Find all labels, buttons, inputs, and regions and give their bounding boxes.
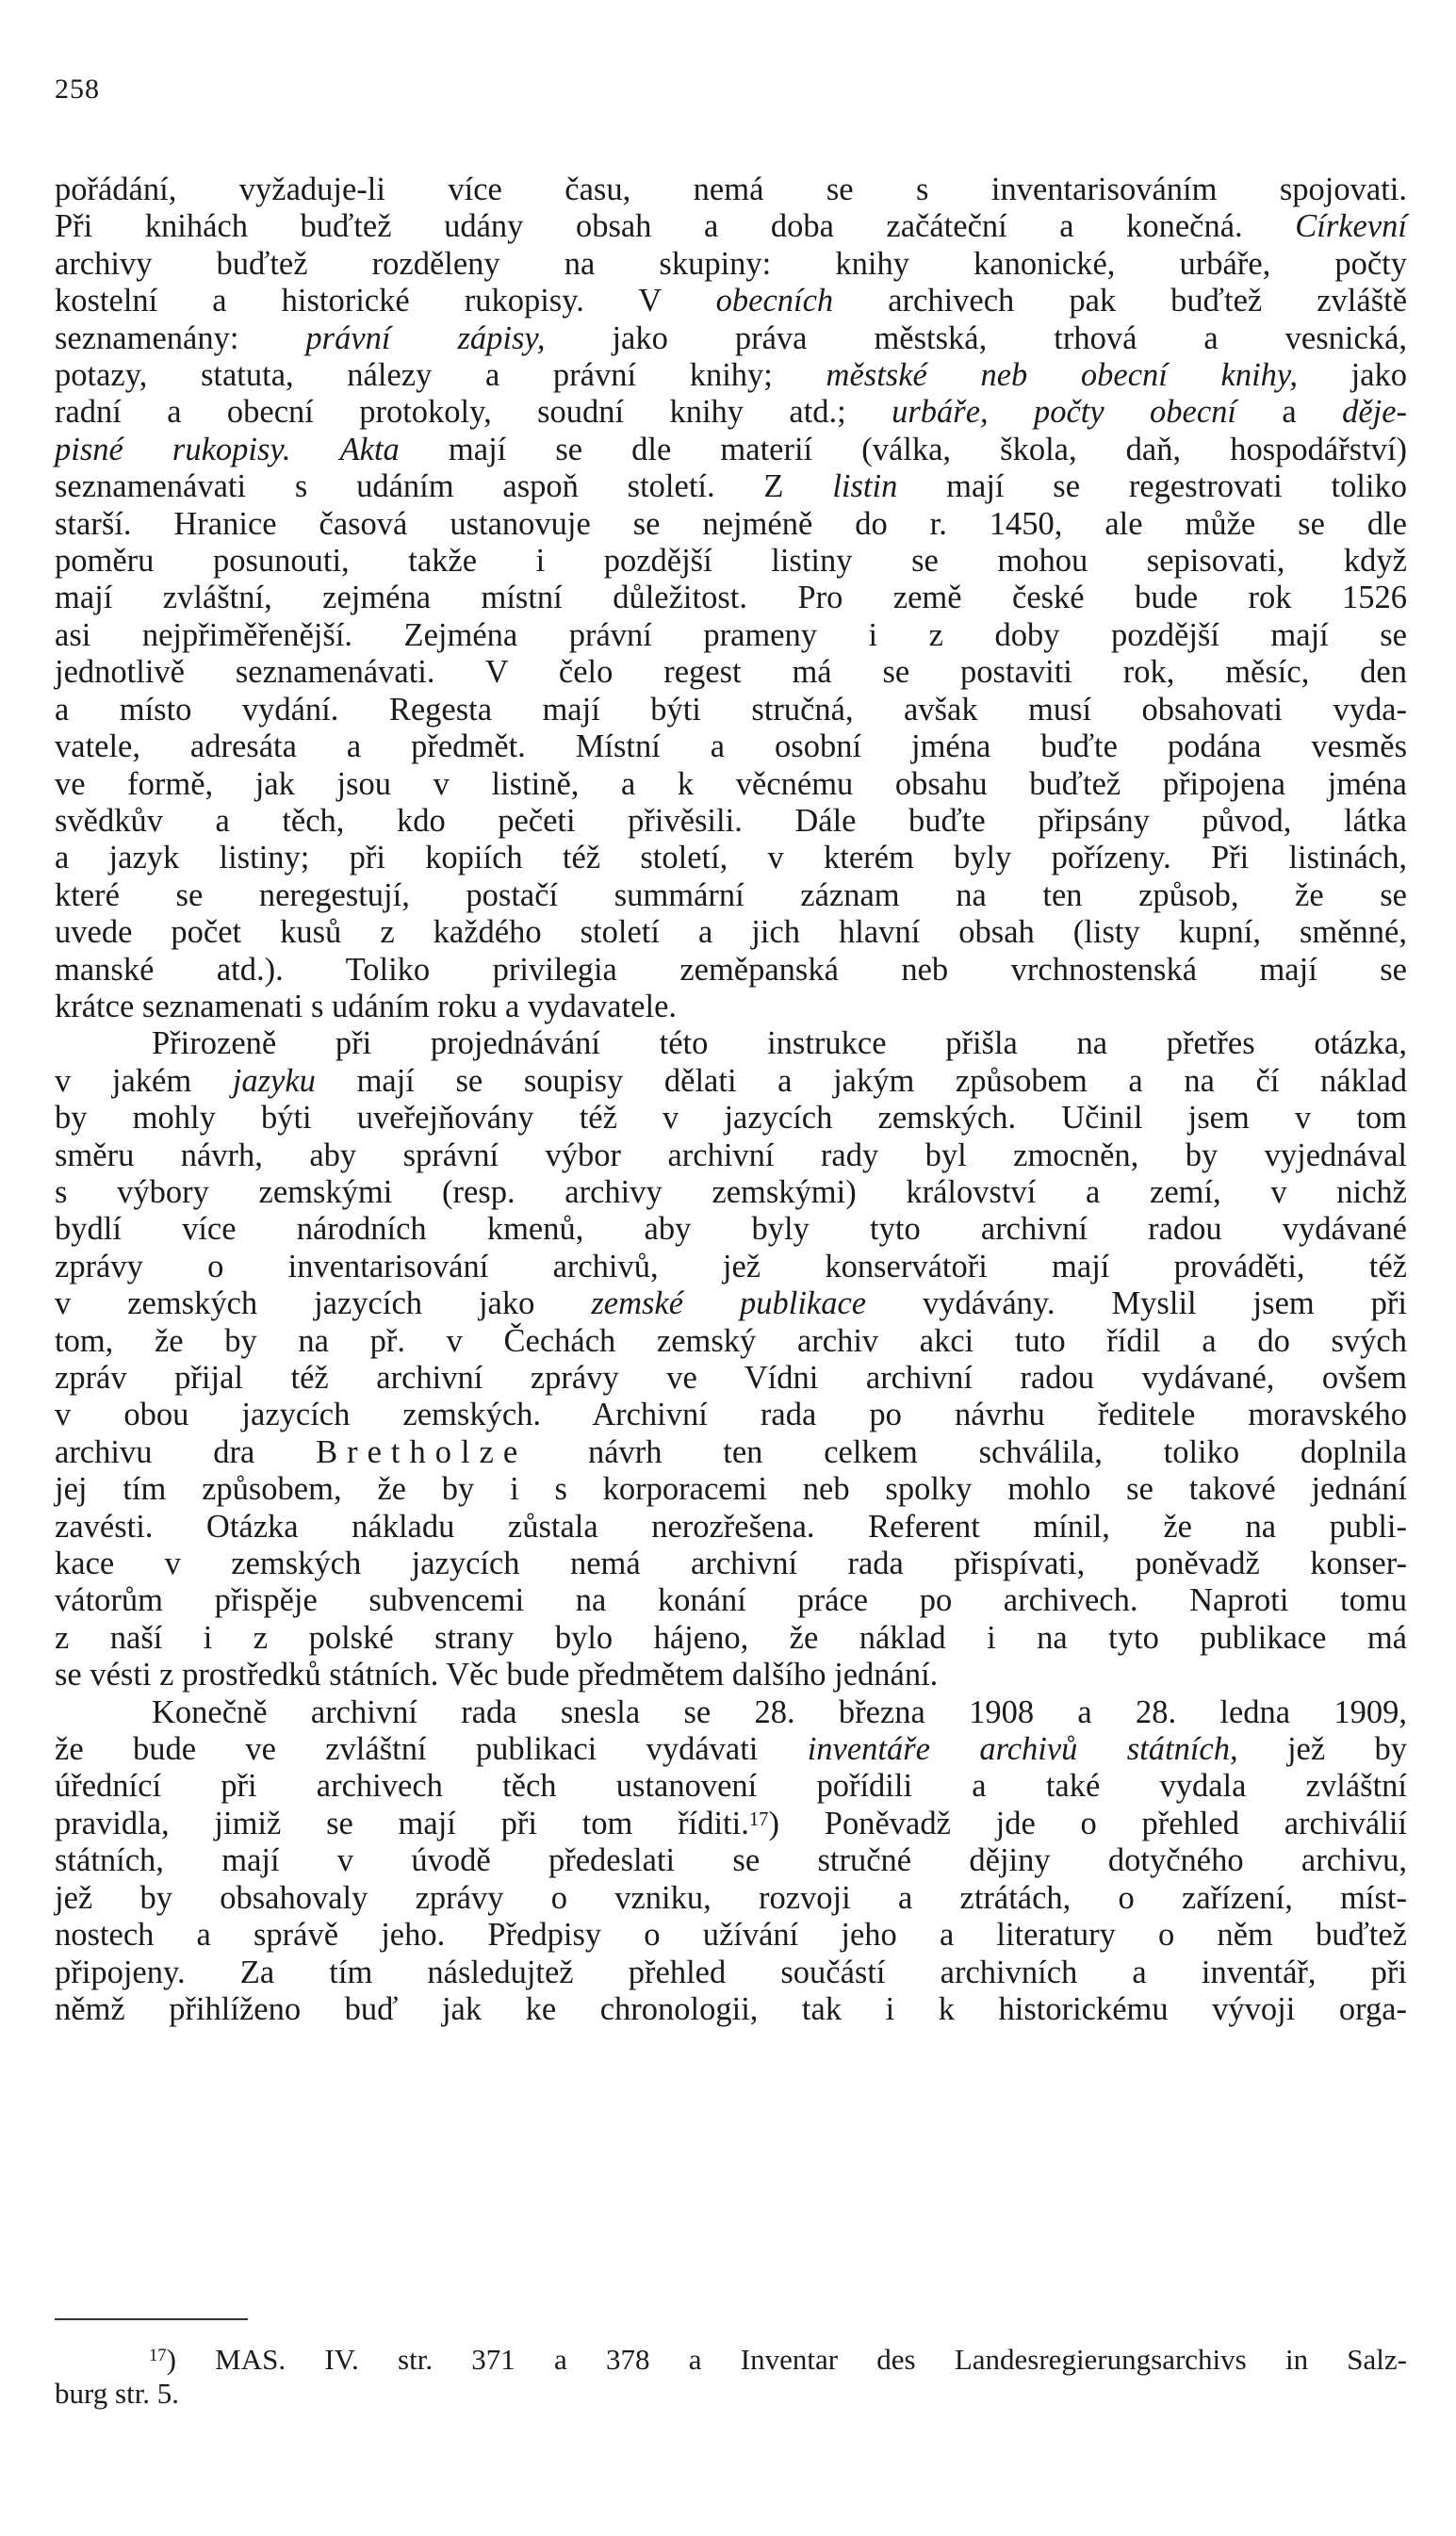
text-line: vatele, adresáta a předmět. Místní a osobní jména buďte podána vesměs <box>55 728 1407 765</box>
text-line: které se neregestují, postačí summární záznam na ten způsob, že se <box>55 876 1407 913</box>
text-line: v obou jazycích zemských. Archivní rada po návrhu ředitele moravského <box>55 1397 1407 1433</box>
text-line: nostech a správě jeho. Předpisy o užívání jeho a literatury o něm buďtež <box>55 1917 1407 1954</box>
text-line: uvede počet kusů z každého století a jich hlavní obsah (listy kupní, směnné, <box>55 914 1407 951</box>
text-line: radní a obecní protokoly, soudní knihy atd.; urbáře, počty obecní a děje- <box>55 394 1408 431</box>
text-line: kostelní a historické rukopisy. V obecních archivech pak buďtež zvláště <box>55 283 1408 319</box>
text-line: že bude ve zvláštní publikaci vydávati inventáře archivů státních, jež by <box>55 1731 1407 1768</box>
text-line: Přirozeně při projednávání této instrukce přišla na přetřes otázka, <box>152 1025 1407 1062</box>
text-line: jež by obsahovaly zprávy o vzniku, rozvoji a ztrátách, o zařízení, míst- <box>55 1879 1407 1916</box>
text-line: pisné rukopisy. Akta mají se dle materií (válka, škola, daň, hospodářství) <box>55 431 1408 467</box>
text-line: seznamenány: právní zápisy, jako práva městská, trhová a vesnická, <box>55 319 1408 356</box>
text-line: státních, mají v úvodě předeslati se stručné dějiny dotyčného archivu, <box>55 1842 1407 1879</box>
text-line: manské atd.). Toliko privilegia zeměpanská neb vrchnostenská mají se <box>55 951 1407 988</box>
text-line: zavésti. Otázka nákladu zůstala nerozřešena. Referent mínil, že na publi- <box>55 1508 1407 1545</box>
text-line: svědkův a těch, kdo pečeti přivěsili. Dále buďte připsány původ, látka <box>55 802 1407 839</box>
body-text <box>55 172 1407 2028</box>
text-line: a místo vydání. Regesta mají býti stručná, avšak musí obsahovati vyda- <box>55 691 1407 728</box>
text-line: bydlí více národních kmenů, aby byly tyto archivní radou vydávané <box>55 1211 1407 1248</box>
text-line: zprávy o inventarisování archivů, jež konservátoři mají prováděti, též <box>55 1248 1407 1284</box>
text-line: asi nejpřiměřenější. Zejména právní prameny i z doby pozdější mají se <box>55 616 1407 653</box>
footnote-reference: 17 <box>748 1808 769 1830</box>
text-line: starší. Hranice časová ustanovuje se nejméně do r. 1450, ale může se dle <box>55 505 1407 542</box>
text-line: by mohly býti uveřejňovány též v jazycích zemských. Učinil jsem v tom <box>55 1100 1407 1137</box>
text-line: pořádání, vyžaduje-li více času, nemá se s inventarisováním spojovati. <box>55 172 1407 207</box>
text-line: tom, že by na př. v Čechách zemský archiv akci tuto řídil a do svých <box>55 1322 1407 1359</box>
footnote-divider <box>55 2318 248 2320</box>
text-line: jej tím způsobem, že by i s korporacemi neb spolky mohlo se takové jednání <box>55 1471 1407 1508</box>
text-line: mají zvláštní, zejména místní důležitost. Pro země české bude rok 1526 <box>55 580 1407 616</box>
text-line: zpráv přijal též archivní zprávy ve Vídni archivní radou vydávané, ovšem <box>55 1360 1407 1396</box>
footnote-line: burg str. 5. <box>55 2377 180 2410</box>
text-line: jednotlivě seznamenávati. V čelo regest má se postaviti rok, měsíc, den <box>55 654 1407 691</box>
text-line: archivu dra Bretholze návrh ten celkem schválila, toliko doplnila <box>55 1433 1407 1470</box>
text-line: s výbory zemskými (resp. archivy zemskými) království a zemí, v nichž <box>55 1173 1407 1210</box>
footnote <box>55 2343 1407 2411</box>
text-line: Konečně archivní rada snesla se 28. března 1908 a 28. ledna 1909, <box>152 1693 1407 1730</box>
text-line: krátce seznamenati s udáním roku a vydavatele. <box>55 988 678 1024</box>
text-line: archivy buďtež rozděleny na skupiny: knihy kanonické, urbáře, počty <box>55 245 1407 282</box>
text-line: němž přihlíženo buď jak ke chronologii, tak i k historickému vývoji orga- <box>55 1990 1407 2027</box>
text-line: poměru posunouti, takže i pozdější listiny se mohou sepisovati, když <box>55 543 1407 580</box>
text-line: a jazyk listiny; při kopiích též století, v kterém byly pořízeny. Při listinách, <box>55 840 1407 876</box>
text-line: úřednící při archivech těch ustanovení pořídili a také vydala zvláštní <box>55 1768 1407 1805</box>
text-line: potazy, statuta, nálezy a právní knihy; městské neb obecní knihy, jako <box>55 357 1408 394</box>
text-line: vátorům přispěje subvencemi na konání práce po archivech. Naproti tomu <box>55 1582 1407 1619</box>
text-line: z naší i z polské strany bylo hájeno, že náklad i na tyto publikace má <box>55 1619 1407 1656</box>
text-line: směru návrh, aby správní výbor archivní rady byl zmocněn, by vyjednával <box>55 1137 1407 1173</box>
text-line: Při knihách buďtež udány obsah a doba začáteční a konečná. Církevní <box>55 208 1408 245</box>
author-name: Bretholze <box>316 1433 528 1470</box>
text-line: pravidla, jimiž se mají při tom říditi.$^{17}$) Poněvadž jde o přehled archiválií <box>55 1805 1407 1841</box>
text-line: v zemských jazycích jako zemské publikace vydávány. Myslil jsem při <box>55 1285 1407 1322</box>
text-line: v jakém jazyku mají se soupisy dělati a jakým způsobem a na čí náklad <box>55 1062 1408 1099</box>
text-line: připojeny. Za tím následujtež přehled součástí archivních a inventář, při <box>55 1954 1407 1990</box>
text-line: ve formě, jak jsou v listině, a k věcnému obsahu buďtež připojena jména <box>55 765 1407 802</box>
footnote-line: $^{17}$) MAS. IV. str. 371 a 378 a Inventar des Landesregierungsarchivs in Salz- <box>149 2343 1407 2376</box>
text-line: kace v zemských jazycích nemá archivní rada přispívati, poněvadž konser- <box>55 1546 1407 1582</box>
footnote-marker: 17 <box>149 2346 167 2365</box>
text-line: seznamenávati s udáním aspoň století. Z listin mají se regestrovati toliko <box>55 468 1407 505</box>
page-number: 258 <box>55 74 100 105</box>
text-line: se vésti z prostředků státních. Věc bude předmětem dalšího jednání. <box>55 1657 939 1693</box>
